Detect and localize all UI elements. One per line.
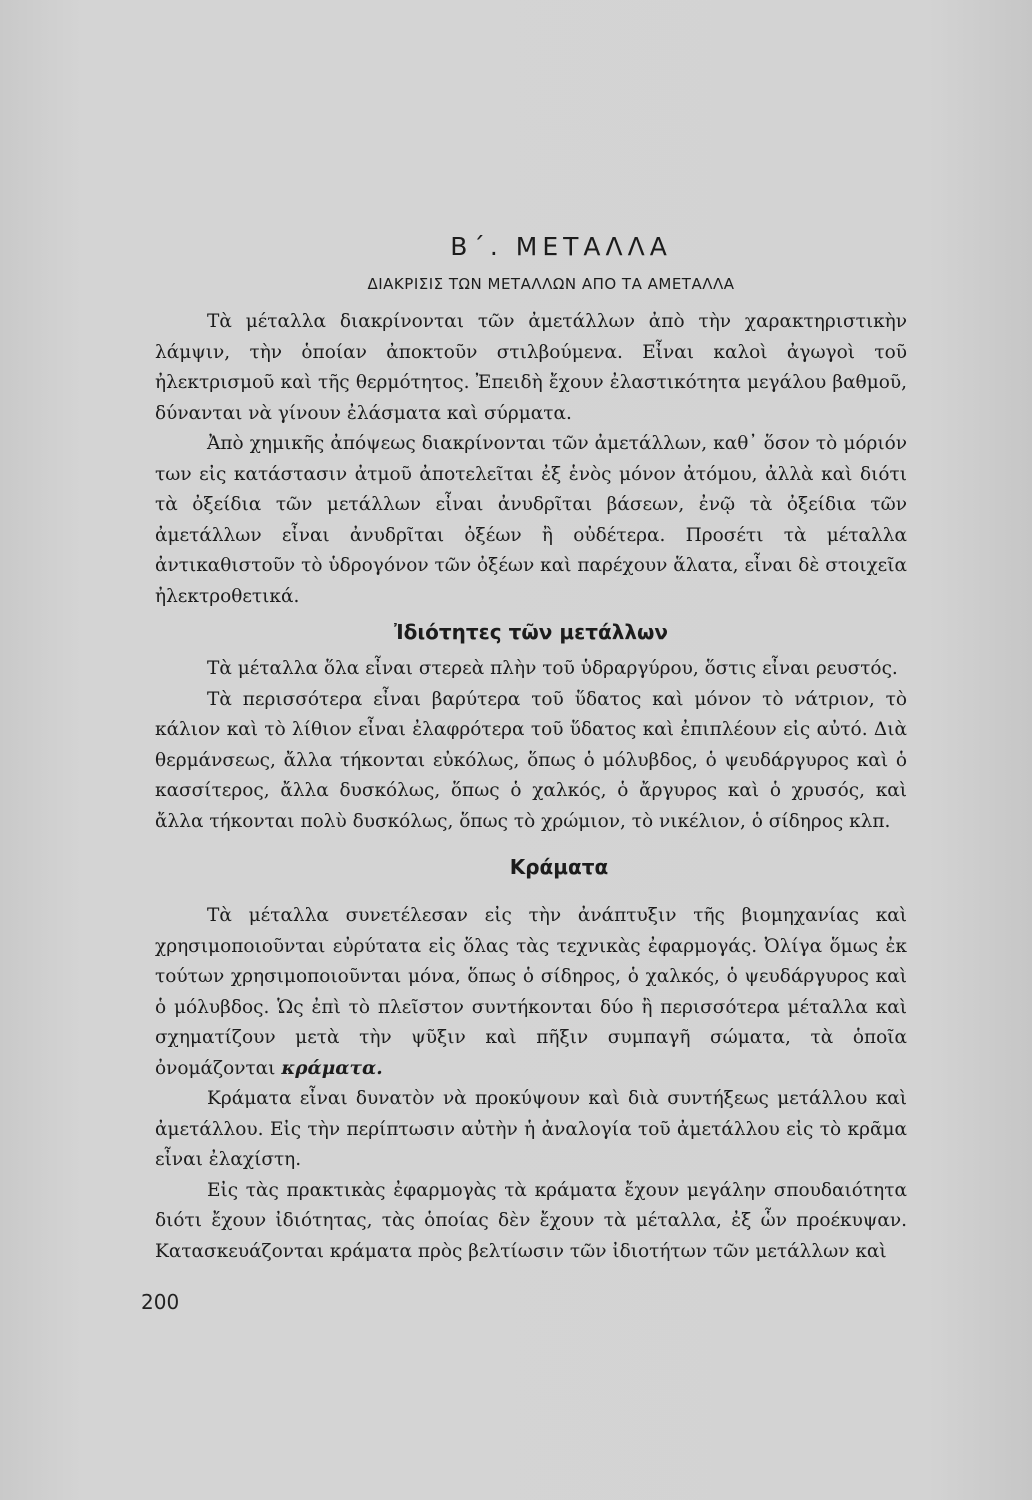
alloys-term: κράματα.: [281, 1057, 383, 1079]
intro-paragraph-2: Ἀπὸ χημικῆς ἀπόψεως διακρίνονται τῶν ἀμετάλλων, καθ᾽ ὅσον τὸ μόριόν των εἰς κατάστασιν ἀτμοῦ ἀποτελεῖται ἐξ ἑνὸς μόνον ἀτόμου, ἀλλὰ καὶ διότι τὰ ὀξείδια τῶν μετάλλων εἶναι ἀνυδρῖται βάσεων, ἐνῷ τὰ ὀξείδια τῶν ἀμετάλλων εἶναι ἀνυδρῖται ὀξέων ἢ οὐδέτερα. Προσέτι τὰ μέταλλα ἀντικαθιστοῦν τὸ ὑδρογόνον τῶν ὀξέων καὶ παρέχουν ἅλατα, εἶναι δὲ στοιχεῖα ἠλεκτροθετικά.: [155, 433, 907, 607]
page-content: [155, 232, 907, 1267]
page-number: 200: [141, 1290, 180, 1314]
properties-paragraph-2: Τὰ περισσότερα εἶναι βαρύτερα τοῦ ὕδατος καὶ μόνον τὸ νάτριον, τὸ κάλιον καὶ τὸ λίθιον εἶναι ἐλαφρότερα τοῦ ὕδατος καὶ ἐπιπλέουν εἰς αὐτό. Διὰ θερμάνσεως, ἄλλα τήκονται εὐκόλως, ὅπως ὁ μόλυβδος, ὁ ψευδάργυρος καὶ ὁ κασσίτερος, ἄλλα δυσκόλως, ὅπως ὁ χαλκός, ὁ ἄργυρος καὶ ὁ χρυσός, καὶ ἄλλα τήκονται πολὺ δυσκόλως, ὅπως τὸ χρώμιον, τὸ νικέλιον, ὁ σίδηρος κλπ.: [155, 688, 907, 832]
intro-paragraph-1: Τὰ μέταλλα διακρίνονται τῶν ἀμετάλλων ἀπὸ τὴν χαρακτηριστικὴν λάμψιν, τὴν ὁποίαν ἀποκτοῦν στιλβούμενα. Εἶναι καλοὶ ἀγωγοὶ τοῦ ἠλεκτρισμοῦ καὶ τῆς θερμότητος. Ἐπειδὴ ἔχουν ἐλαστικότητα μεγάλου βαθμοῦ, δύνανται νὰ γίνουν ἐλάσματα καὶ σύρματα.: [155, 311, 907, 424]
section-heading-alloys: Κράματα: [509, 855, 609, 879]
chapter-subtitle: ΔΙΑΚΡΙΣΙΣ ΤΩΝ ΜΕΤΑΛΛΩΝ ΑΠΟ ΤΑ ΑΜΕΤΑΛΛΑ: [367, 275, 735, 293]
alloys-paragraph-1-text: Τὰ μέταλλα συνετέλεσαν εἰς τὴν ἀνάπτυξιν τῆς βιομηχανίας καὶ χρησιμοποιοῦνται εὐρύτατα εἰς ὅλας τὰς τεχνικὰς ἐφαρμογάς. Ὀλίγα ὅμως ἐκ τούτων χρησιμοποιοῦνται μόνα, ὅπως ὁ σίδηρος, ὁ χαλκός, ὁ ψευδάργυρος καὶ ὁ μόλυβδος. Ὡς ἐπὶ τὸ πλεῖστον συντήκονται δύο ἢ περισσότερα μέταλλα καὶ σχηματίζουν μετὰ τὴν ψῦξιν καὶ πῆξιν συμπαγῆ σώματα, τὰ ὁποῖα ὀνομάζονται: [155, 905, 907, 1079]
section-heading-properties: Ἰδιότητες τῶν μετάλλων: [393, 620, 669, 644]
alloys-paragraph-3: Εἰς τὰς πρακτικὰς ἐφαρμογὰς τὰ κράματα ἔχουν μεγάλην σπουδαιότητα διότι ἔχουν ἰδιότητας, τὰς ὁποίας δὲν ἔχουν τὰ μέταλλα, ἐξ ὧν προέκυψαν. Κατασκευάζονται κράματα πρὸς βελτίωσιν τῶν ἰδιοτήτων τῶν μετάλλων καὶ: [155, 1179, 907, 1262]
chapter-title: Β΄. ΜΕΤΑΛΛΑ: [450, 232, 672, 261]
alloys-paragraph-1: [155, 901, 907, 1084]
alloys-paragraph-2: Κράματα εἶναι δυνατὸν νὰ προκύψουν καὶ διὰ συντήξεως μετάλλου καὶ ἀμετάλλου. Εἰς τὴν περίπτωσιν αὐτὴν ἡ ἀναλογία τοῦ ἀμετάλλου εἰς τὸ κρᾶμα εἶναι ἐλαχίστη.: [155, 1088, 907, 1170]
properties-paragraph-1: Τὰ μέταλλα ὅλα εἶναι στερεὰ πλὴν τοῦ ὑδραργύρου, ὅστις εἶναι ρευστός.: [207, 658, 898, 679]
